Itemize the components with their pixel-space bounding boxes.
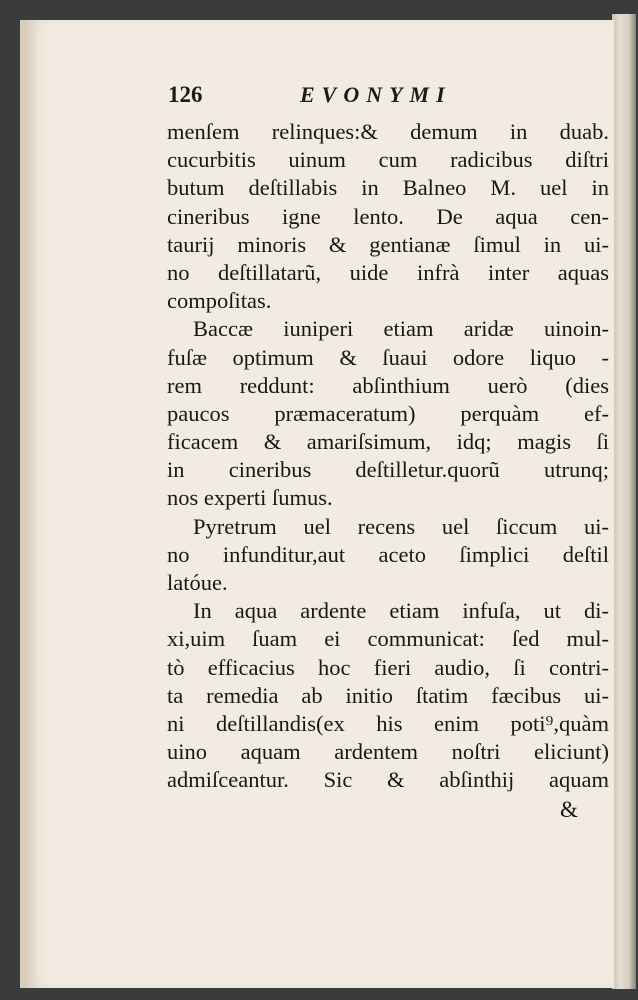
text-line: Baccæ iuniperi etiam aridæ uinoin- [193, 316, 609, 342]
text-line: taurij minoris & gentianæ ſimul in ui- [167, 231, 609, 257]
book-page [20, 20, 614, 988]
text-line: ficacem & amariſsimum, idq; magis ſi [167, 429, 609, 455]
text-line: latóue. [167, 570, 228, 595]
text-line: tò efficacius hoc fieri audio, ſi contri- [167, 654, 609, 680]
text-line: rem reddunt: abſinthium uerò (dies [167, 372, 609, 398]
running-head [20, 78, 614, 118]
page-number: 126 [168, 82, 203, 107]
text-line: cineribus igne lento. De aqua cen- [167, 203, 609, 229]
text-line: ni deſtillandis(ex his enim poti⁹,quàm [167, 710, 609, 736]
body-text [167, 118, 609, 795]
text-line: menſem relinques:& demum in duab. [167, 119, 609, 144]
running-head-title: EVONYMI [300, 82, 452, 107]
text-line: no infunditur,aut aceto ſimplici deſtil [167, 541, 609, 567]
gutter-shadow [20, 20, 38, 988]
text-line: admiſceantur. Sic & abſinthij aquam [167, 767, 609, 793]
text-line: In aqua ardente etiam infuſa, ut di- [193, 598, 609, 624]
text-line: fuſæ optimum & ſuaui odore liquo - [167, 344, 609, 370]
text-line: Pyretrum uel recens uel ſiccum ui- [193, 513, 609, 539]
text-line: cucurbitis uinum cum radicibus diſtri [167, 147, 609, 173]
paragraph [167, 315, 609, 512]
paragraph [167, 597, 609, 794]
catchword: & [560, 797, 578, 822]
text-line: ta remedia ab initio ſtatim fæcibus ui- [167, 682, 609, 708]
text-line: compoſitas. [167, 288, 272, 314]
text-line: in cineribus deſtilletur.quorũ utrunq; [167, 457, 609, 483]
text-line: paucos præmaceratum) perquàm ef- [167, 400, 609, 426]
text-line: uino aquam ardentem noſtri eliciunt) [167, 739, 609, 765]
text-line: butum deſtillabis in Balneo M. uel in [167, 175, 609, 201]
page-edge [612, 14, 636, 989]
text-line: xi,uim ſuam ei communicat: ſed mul- [167, 626, 609, 652]
paragraph [167, 118, 609, 315]
paragraph [167, 513, 609, 598]
text-line: no deſtillatarũ, uide infrà inter aquas [167, 259, 609, 285]
text-line: nos experti ſumus. [167, 485, 333, 511]
